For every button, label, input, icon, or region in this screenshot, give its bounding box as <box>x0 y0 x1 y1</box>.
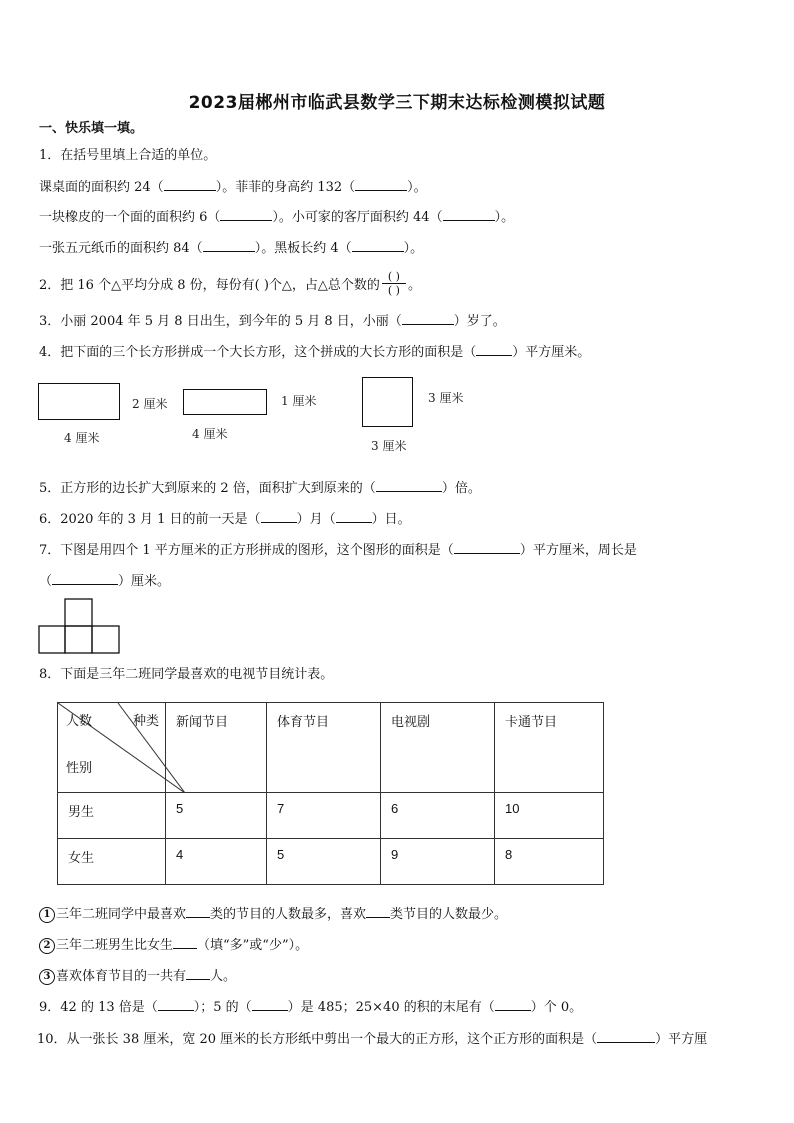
header-news: 新闻节目 <box>166 703 267 793</box>
answer-blank[interactable] <box>355 178 407 191</box>
answer-blank[interactable] <box>203 239 255 252</box>
square-middle <box>65 626 92 653</box>
answer-blank[interactable] <box>52 572 118 585</box>
tv-program-table <box>57 702 604 885</box>
answer-blank[interactable] <box>366 905 390 918</box>
q2: 2．把 16 个△平均分成 8 份，每份有( )个△，占△总个数的 $\frac{( )}{( )}$ 。 <box>39 270 421 297</box>
table-cell: 5 <box>166 793 267 839</box>
section-heading: 一、快乐填一填。 <box>39 121 144 136</box>
answer-blank[interactable] <box>376 479 442 492</box>
answer-blank[interactable] <box>443 208 495 221</box>
table-cell: 4 <box>166 839 267 885</box>
rect2-side-label: 1 厘米 <box>281 394 317 408</box>
header-cartoon: 卡通节目 <box>495 703 604 793</box>
table-row-boys <box>58 793 604 839</box>
answer-blank[interactable] <box>476 343 512 356</box>
answer-blank[interactable] <box>597 1030 655 1043</box>
corner-label-gender: 性别 <box>66 760 93 775</box>
q8-sub1: 1 三年二班同学中最喜欢 类的节目的人数最多，喜欢 类节目的人数最少。 <box>39 905 507 924</box>
table-cell: 5 <box>267 839 381 885</box>
corner-label-count: 人数 <box>66 713 93 728</box>
answer-blank[interactable] <box>252 998 288 1011</box>
table-cell: 6 <box>381 793 495 839</box>
rect1-bottom-label: 4 厘米 <box>64 431 100 445</box>
q8-sub2: 2 三年二班男生比女生 （填“多”或“少”）。 <box>39 936 308 955</box>
table-cell: 9 <box>381 839 495 885</box>
rect2-bottom-label: 4 厘米 <box>192 427 228 441</box>
q10: 10．从一张长 38 厘米，宽 20 厘米的长方形纸中剪出一个最大的正方形，这个正方形的面积是（ ）平方厘 <box>37 1032 708 1047</box>
answer-blank[interactable] <box>186 905 210 918</box>
q1-line2: 一块橡皮的一个面的面积约 6（ ）。小可家的客厅面积约 44（ ）。 <box>39 210 515 225</box>
q7-line2: （ ）厘米。 <box>39 574 171 589</box>
q6: 6．2020 年的 3 月 1 日的前一天是（ ）月（ ）日。 <box>39 512 411 527</box>
answer-blank[interactable] <box>220 208 272 221</box>
circled-number: 2 <box>39 938 55 954</box>
q8-stem: 8．下面是三年二班同学最喜欢的电视节目统计表。 <box>39 667 334 682</box>
q7-line1: 7．下图是用四个 1 平方厘米的正方形拼成的图形，这个图形的面积是（ ）平方厘米，周长是 <box>39 543 637 558</box>
answer-blank[interactable] <box>336 510 372 523</box>
q8-sub3: 3 喜欢体育节目的一共有 人。 <box>39 967 236 986</box>
diagonal-corner-cell <box>58 703 166 793</box>
corner-label-type: 种类 <box>133 713 160 728</box>
answer-blank[interactable] <box>164 178 216 191</box>
header-drama: 电视剧 <box>381 703 495 793</box>
answer-blank[interactable] <box>495 998 531 1011</box>
header-sports: 体育节目 <box>267 703 381 793</box>
answer-blank[interactable] <box>186 967 210 980</box>
q9: 9．42 的 13 倍是（ ）；5 的（ ）是 485；25×40 的积的末尾有（ ）个 0。 <box>39 1000 583 1015</box>
row-label: 女生 <box>58 839 166 885</box>
q1-line3: 一张五元纸币的面积约 84（ ）。黑板长约 4（ ）。 <box>39 241 424 256</box>
q1-line1: 课桌面的面积约 24（ ）。菲菲的身高约 132（ ）。 <box>39 180 427 195</box>
square-right <box>92 626 119 653</box>
answer-blank[interactable] <box>158 998 194 1011</box>
rect3-bottom-label: 3 厘米 <box>371 439 407 453</box>
page-title: 2023届郴州市临武县数学三下期末达标检测模拟试题 <box>188 93 606 113</box>
square-left <box>39 626 65 653</box>
answer-blank[interactable] <box>402 312 454 325</box>
table-cell: 8 <box>495 839 604 885</box>
table-cell: 7 <box>267 793 381 839</box>
q1-stem: 1．在括号里填上合适的单位。 <box>39 148 217 163</box>
rectangle-1 <box>38 383 120 420</box>
answer-blank[interactable] <box>454 541 520 554</box>
answer-blank[interactable] <box>173 936 197 949</box>
q3: 3．小丽 2004 年 5 月 8 日出生，到今年的 5 月 8 日，小丽（ ）岁了。 <box>39 314 506 329</box>
q5: 5．正方形的边长扩大到原来的 2 倍，面积扩大到原来的（ ）倍。 <box>39 481 481 496</box>
table-row-girls <box>58 839 604 885</box>
circled-number: 3 <box>39 969 55 985</box>
circled-number: 1 <box>39 907 55 923</box>
answer-blank[interactable] <box>352 239 404 252</box>
square-3 <box>362 377 413 427</box>
rectangle-2 <box>183 389 267 415</box>
q4: 4．把下面的三个长方形拼成一个大长方形，这个拼成的大长方形的面积是（ ）平方厘米。 <box>39 345 591 360</box>
table-cell: 10 <box>495 793 604 839</box>
square-top <box>65 599 92 626</box>
rect1-side-label: 2 厘米 <box>132 397 168 411</box>
rect3-side-label: 3 厘米 <box>428 391 464 405</box>
answer-blank[interactable] <box>261 510 297 523</box>
four-squares-figure <box>38 598 122 654</box>
row-label: 男生 <box>58 793 166 839</box>
fraction-blank[interactable]: $\frac{( )}{( )}$ <box>382 270 406 297</box>
table-header-row <box>58 703 604 793</box>
